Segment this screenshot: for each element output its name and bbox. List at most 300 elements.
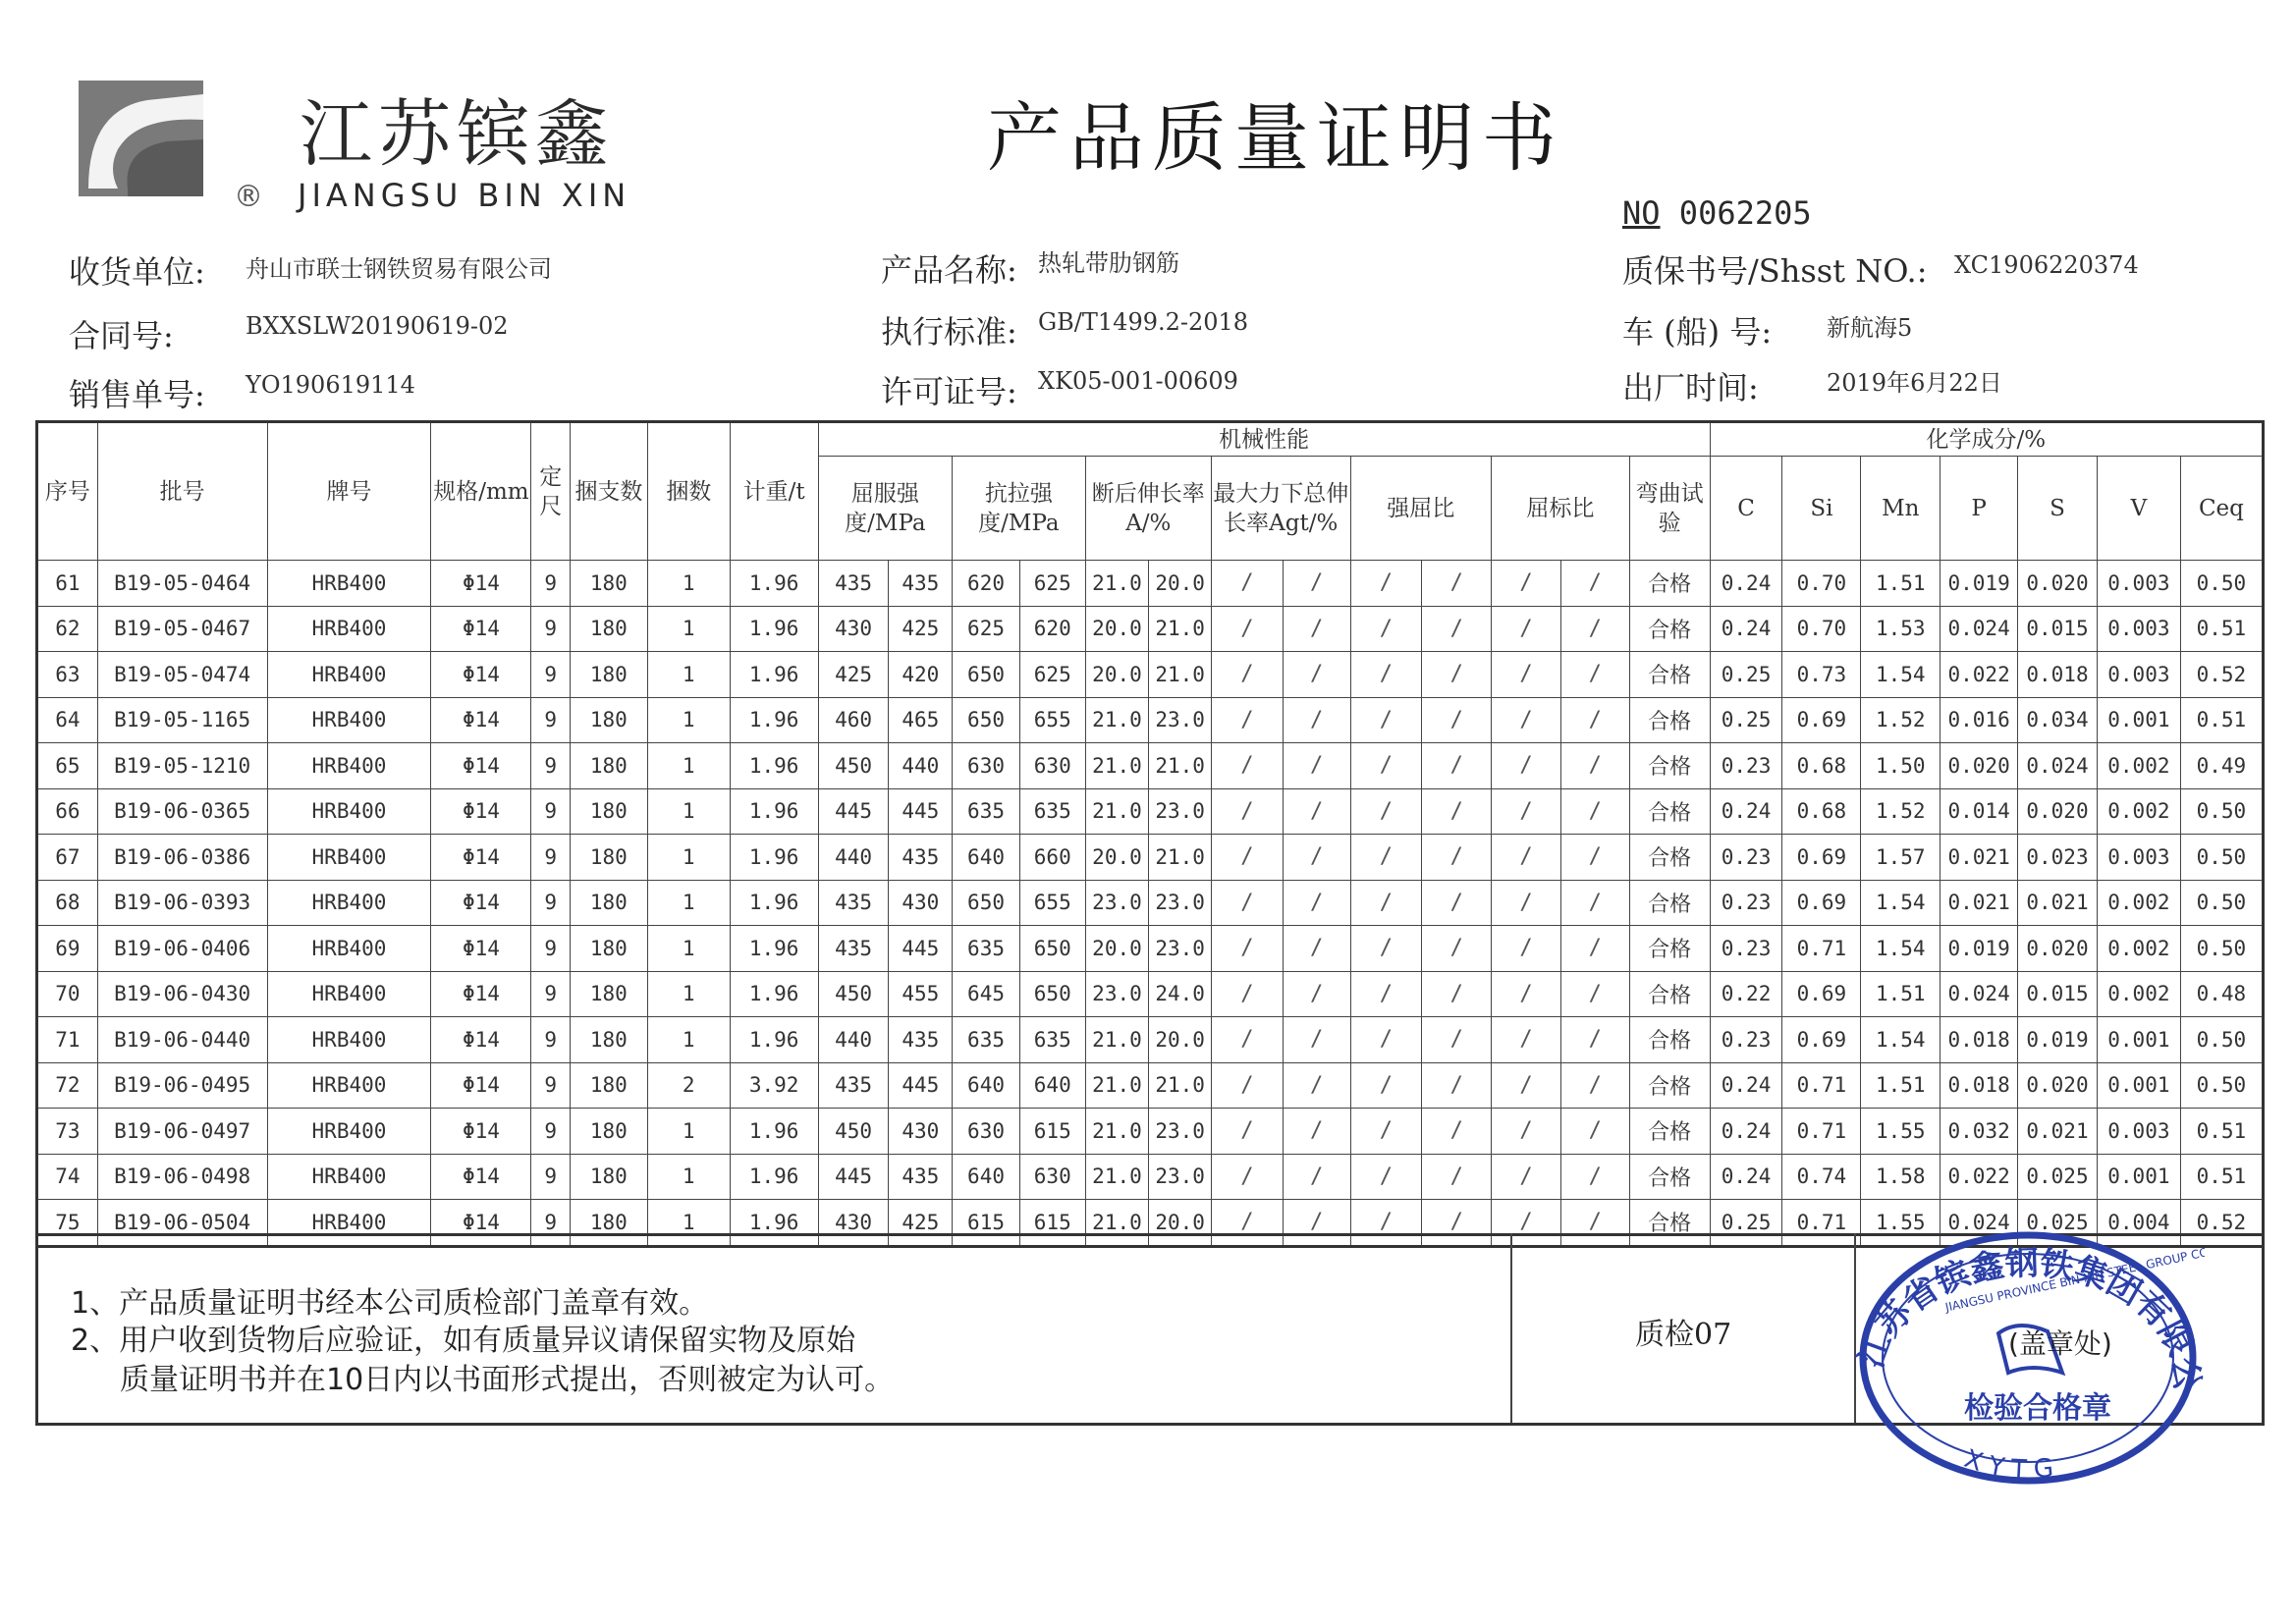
cell-pieces: 180 — [570, 880, 647, 926]
slash-cell: / — [1422, 697, 1492, 743]
cell-yield-2: 430 — [889, 880, 953, 926]
cell-grade: HRB400 — [267, 926, 431, 972]
note-line-3: 质量证明书并在10日内以书面形式提出，否则被定为认可。 — [120, 1363, 895, 1397]
cell-si: 0.68 — [1782, 743, 1861, 789]
cell-ceq: 0.52 — [2180, 652, 2263, 698]
cell-pieces: 180 — [570, 1154, 647, 1200]
cell-s: 0.021 — [2018, 880, 2098, 926]
cell-tensile-1: 635 — [953, 926, 1020, 972]
stamp-en-text: JIANGSU PROVINCE BIN XIN STEEL GROUP CO., — [1943, 1243, 2205, 1315]
cell-spec: Φ14 — [431, 880, 531, 926]
cell-s: 0.034 — [2018, 697, 2098, 743]
cell-yield-2: 445 — [889, 788, 953, 835]
cell-length: 9 — [531, 652, 570, 698]
table-row — [37, 926, 2264, 972]
slash-cell: / — [1283, 1109, 1350, 1155]
cell-tensile-1: 640 — [953, 1062, 1020, 1109]
cell-length: 9 — [531, 606, 570, 652]
col-header-tensile: 抗拉强度/MPa — [953, 457, 1085, 561]
cell-bend: 合格 — [1629, 697, 1710, 743]
cell-elong-1: 23.0 — [1085, 880, 1149, 926]
col-header-length: 定尺 — [531, 422, 570, 561]
slash-cell: / — [1212, 697, 1284, 743]
cell-s: 0.024 — [2018, 743, 2098, 789]
cell-bundles: 1 — [647, 652, 730, 698]
license-label: 许可证号: — [881, 373, 1017, 410]
cell-pieces: 180 — [570, 561, 647, 607]
cell-c: 0.25 — [1710, 697, 1782, 743]
cell-v: 0.003 — [2097, 561, 2180, 607]
cell-yield-2: 435 — [889, 1154, 953, 1200]
cell-yield-2: 435 — [889, 1017, 953, 1063]
cell-si: 0.70 — [1782, 561, 1861, 607]
slash-cell: / — [1212, 1062, 1284, 1109]
cell-s: 0.021 — [2018, 1109, 2098, 1155]
col-header-spec: 规格/mm — [431, 422, 531, 561]
cell-grade: HRB400 — [267, 880, 431, 926]
cell-bend: 合格 — [1629, 743, 1710, 789]
registered-mark: ® — [234, 180, 263, 214]
cell-yield-1: 445 — [818, 788, 889, 835]
cell-ceq: 0.50 — [2180, 926, 2263, 972]
cell-pieces: 180 — [570, 697, 647, 743]
cell-si: 0.71 — [1782, 926, 1861, 972]
cell-length: 9 — [531, 561, 570, 607]
cell-si: 0.71 — [1782, 1062, 1861, 1109]
slash-cell: / — [1422, 1154, 1492, 1200]
cell-mn: 1.54 — [1861, 1017, 1941, 1063]
cell-pieces: 180 — [570, 926, 647, 972]
slash-cell: / — [1492, 926, 1561, 972]
cell-ceq: 0.50 — [2180, 788, 2263, 835]
cell-tensile-2: 625 — [1019, 561, 1085, 607]
cell-pieces: 180 — [570, 788, 647, 835]
slash-cell: / — [1560, 835, 1629, 881]
cell-p: 0.014 — [1941, 788, 2018, 835]
cell-length: 9 — [531, 971, 570, 1017]
company-name-cn: 江苏镔鑫 — [300, 92, 614, 177]
cell-spec: Φ14 — [431, 561, 531, 607]
cell-ceq: 0.50 — [2180, 835, 2263, 881]
cell-p: 0.018 — [1941, 1017, 2018, 1063]
cell-grade: HRB400 — [267, 1017, 431, 1063]
cell-weight: 1.96 — [730, 1154, 818, 1200]
cell-grade: HRB400 — [267, 743, 431, 789]
cell-ceq: 0.52 — [2180, 1200, 2263, 1247]
cell-v: 0.003 — [2097, 1109, 2180, 1155]
cell-seq: 69 — [37, 926, 98, 972]
note-line-1: 1、产品质量证明书经本公司质检部门盖章有效。 — [71, 1286, 709, 1321]
cell-elong-1: 20.0 — [1085, 926, 1149, 972]
cell-elong-2: 23.0 — [1149, 788, 1212, 835]
cell-bend: 合格 — [1629, 1154, 1710, 1200]
cell-seq: 63 — [37, 652, 98, 698]
cell-mn: 1.58 — [1861, 1154, 1941, 1200]
slash-cell: / — [1350, 788, 1422, 835]
cell-grade: HRB400 — [267, 652, 431, 698]
cell-batch: B19-06-0386 — [97, 835, 267, 881]
cell-bundles: 1 — [647, 743, 730, 789]
table-row — [37, 652, 2264, 698]
col-header-c: C — [1710, 457, 1782, 561]
cell-v: 0.002 — [2097, 880, 2180, 926]
cell-ceq: 0.50 — [2180, 561, 2263, 607]
cell-mn: 1.55 — [1861, 1200, 1941, 1247]
cell-p: 0.024 — [1941, 1200, 2018, 1247]
cell-tensile-1: 650 — [953, 652, 1020, 698]
cell-v: 0.002 — [2097, 926, 2180, 972]
inspector-label: 质检07 — [1635, 1318, 1732, 1352]
cell-bundles: 1 — [647, 1017, 730, 1063]
table-row — [37, 1109, 2264, 1155]
slash-cell: / — [1212, 835, 1284, 881]
cell-bend: 合格 — [1629, 1200, 1710, 1247]
slash-cell: / — [1560, 1200, 1629, 1247]
col-header-batch: 批号 — [97, 422, 267, 561]
cell-elong-1: 21.0 — [1085, 561, 1149, 607]
cell-p: 0.019 — [1941, 561, 2018, 607]
cell-weight: 1.96 — [730, 561, 818, 607]
cell-spec: Φ14 — [431, 1109, 531, 1155]
cell-bend: 合格 — [1629, 880, 1710, 926]
col-header-agt: 最大力下总伸长率Agt/% — [1212, 457, 1351, 561]
cell-mn: 1.51 — [1861, 561, 1941, 607]
cell-p: 0.020 — [1941, 743, 2018, 789]
cell-ceq: 0.51 — [2180, 1154, 2263, 1200]
cell-s: 0.020 — [2018, 561, 2098, 607]
cell-mn: 1.50 — [1861, 743, 1941, 789]
slash-cell: / — [1422, 1062, 1492, 1109]
cell-c: 0.24 — [1710, 1109, 1782, 1155]
cell-tensile-2: 615 — [1019, 1109, 1085, 1155]
table-body — [37, 561, 2264, 1247]
cell-seq: 61 — [37, 561, 98, 607]
cert-no-label: NO — [1622, 194, 1661, 232]
cell-tensile-2: 660 — [1019, 835, 1085, 881]
cell-si: 0.71 — [1782, 1200, 1861, 1247]
cell-spec: Φ14 — [431, 652, 531, 698]
cell-c: 0.23 — [1710, 835, 1782, 881]
slash-cell: / — [1283, 880, 1350, 926]
cell-pieces: 180 — [570, 1109, 647, 1155]
cell-p: 0.021 — [1941, 835, 2018, 881]
cell-yield-2: 440 — [889, 743, 953, 789]
slash-cell: / — [1422, 1017, 1492, 1063]
col-header-weight: 计重/t — [730, 422, 818, 561]
slash-cell: / — [1283, 788, 1350, 835]
slash-cell: / — [1350, 697, 1422, 743]
cell-v: 0.002 — [2097, 743, 2180, 789]
cell-bundles: 1 — [647, 561, 730, 607]
cell-mn: 1.51 — [1861, 971, 1941, 1017]
cell-length: 9 — [531, 880, 570, 926]
cell-spec: Φ14 — [431, 1200, 531, 1247]
slash-cell: / — [1422, 788, 1492, 835]
cell-yield-2: 420 — [889, 652, 953, 698]
cell-weight: 1.96 — [730, 971, 818, 1017]
slash-cell: / — [1560, 1154, 1629, 1200]
col-header-ceq: Ceq — [2180, 457, 2263, 561]
table-row — [37, 561, 2264, 607]
cell-elong-2: 20.0 — [1149, 1017, 1212, 1063]
cell-elong-1: 21.0 — [1085, 1062, 1149, 1109]
slash-cell: / — [1350, 1109, 1422, 1155]
document-title: 产品质量证明书 — [987, 94, 1564, 182]
cell-mn: 1.52 — [1861, 697, 1941, 743]
cell-length: 9 — [531, 788, 570, 835]
cell-ceq: 0.49 — [2180, 743, 2263, 789]
cell-spec: Φ14 — [431, 743, 531, 789]
stamp-ring-text: 江苏省镔鑫钢铁集团有限公 — [1851, 1243, 2205, 1393]
cell-elong-2: 20.0 — [1149, 1200, 1212, 1247]
cell-seq: 72 — [37, 1062, 98, 1109]
cell-length: 9 — [531, 1154, 570, 1200]
cell-spec: Φ14 — [431, 835, 531, 881]
table-row — [37, 606, 2264, 652]
cell-yield-1: 450 — [818, 1109, 889, 1155]
cell-elong-2: 21.0 — [1149, 1062, 1212, 1109]
cell-batch: B19-05-0474 — [97, 652, 267, 698]
cell-yield-2: 430 — [889, 1109, 953, 1155]
cell-elong-1: 21.0 — [1085, 1154, 1149, 1200]
cell-mn: 1.57 — [1861, 835, 1941, 881]
slash-cell: / — [1422, 606, 1492, 652]
cell-yield-2: 425 — [889, 606, 953, 652]
cell-tensile-1: 650 — [953, 697, 1020, 743]
cell-v: 0.002 — [2097, 788, 2180, 835]
cell-seq: 67 — [37, 835, 98, 881]
cell-grade: HRB400 — [267, 1062, 431, 1109]
cell-c: 0.25 — [1710, 1200, 1782, 1247]
slash-cell: / — [1212, 926, 1284, 972]
slash-cell: / — [1492, 788, 1561, 835]
slash-cell: / — [1422, 1109, 1492, 1155]
cell-tensile-1: 650 — [953, 880, 1020, 926]
company-logo — [79, 81, 203, 196]
cell-spec: Φ14 — [431, 926, 531, 972]
stamp-placeholder-text: (盖章处) — [2008, 1327, 2112, 1360]
cell-batch: B19-06-0440 — [97, 1017, 267, 1063]
slash-cell: / — [1350, 743, 1422, 789]
contract-label: 合同号: — [69, 317, 174, 354]
cell-yield-1: 450 — [818, 743, 889, 789]
cell-bundles: 1 — [647, 788, 730, 835]
cell-yield-1: 435 — [818, 1062, 889, 1109]
quality-table — [35, 420, 2265, 1248]
cell-mn: 1.54 — [1861, 926, 1941, 972]
slash-cell: / — [1350, 561, 1422, 607]
slash-cell: / — [1422, 971, 1492, 1017]
certificate-number — [1622, 194, 1812, 232]
cell-p: 0.024 — [1941, 971, 2018, 1017]
cell-yield-1: 425 — [818, 652, 889, 698]
cell-bundles: 1 — [647, 1109, 730, 1155]
cell-v: 0.002 — [2097, 971, 2180, 1017]
col-header-yield-ratio: 屈标比 — [1492, 457, 1630, 561]
cell-bend: 合格 — [1629, 788, 1710, 835]
cell-yield-2: 445 — [889, 926, 953, 972]
cell-c: 0.24 — [1710, 788, 1782, 835]
cell-ceq: 0.50 — [2180, 1017, 2263, 1063]
cell-c: 0.24 — [1710, 606, 1782, 652]
table-row — [37, 1154, 2264, 1200]
slash-cell: / — [1283, 1154, 1350, 1200]
cell-s: 0.015 — [2018, 606, 2098, 652]
cell-seq: 75 — [37, 1200, 98, 1247]
cell-seq: 62 — [37, 606, 98, 652]
sales-order-value: YO190619114 — [246, 371, 415, 399]
cell-tensile-2: 650 — [1019, 926, 1085, 972]
license-value: XK05-001-00609 — [1038, 367, 1238, 395]
cell-elong-2: 23.0 — [1149, 880, 1212, 926]
vehicle-label: 车 (船) 号: — [1622, 313, 1773, 351]
cell-tensile-1: 625 — [953, 606, 1020, 652]
cell-si: 0.69 — [1782, 880, 1861, 926]
slash-cell: / — [1560, 971, 1629, 1017]
cell-tensile-1: 620 — [953, 561, 1020, 607]
cell-batch: B19-05-0467 — [97, 606, 267, 652]
cell-tensile-2: 655 — [1019, 697, 1085, 743]
cell-seq: 66 — [37, 788, 98, 835]
slash-cell: / — [1283, 1200, 1350, 1247]
slash-cell: / — [1283, 971, 1350, 1017]
cell-v: 0.003 — [2097, 652, 2180, 698]
slash-cell: / — [1350, 1200, 1422, 1247]
cell-elong-2: 23.0 — [1149, 926, 1212, 972]
cell-s: 0.020 — [2018, 926, 2098, 972]
cell-batch: B19-06-0504 — [97, 1200, 267, 1247]
slash-cell: / — [1283, 743, 1350, 789]
cert-no-value: 0062205 — [1678, 194, 1812, 232]
col-header-s: S — [2018, 457, 2098, 561]
group-header-mechanical: 机械性能 — [818, 422, 1710, 457]
cell-si: 0.69 — [1782, 1017, 1861, 1063]
cell-p: 0.016 — [1941, 697, 2018, 743]
cell-tensile-1: 645 — [953, 971, 1020, 1017]
cell-mn: 1.51 — [1861, 1062, 1941, 1109]
cell-weight: 1.96 — [730, 606, 818, 652]
cell-elong-1: 21.0 — [1085, 1017, 1149, 1063]
cell-bundles: 1 — [647, 1154, 730, 1200]
cell-yield-1: 435 — [818, 926, 889, 972]
slash-cell: / — [1350, 880, 1422, 926]
cell-seq: 71 — [37, 1017, 98, 1063]
cell-elong-2: 21.0 — [1149, 835, 1212, 881]
slash-cell: / — [1212, 743, 1284, 789]
cell-ceq: 0.50 — [2180, 1062, 2263, 1109]
cell-batch: B19-05-1210 — [97, 743, 267, 789]
cell-ceq: 0.51 — [2180, 1109, 2263, 1155]
slash-cell: / — [1560, 606, 1629, 652]
slash-cell: / — [1212, 1109, 1284, 1155]
cell-bend: 合格 — [1629, 652, 1710, 698]
cell-weight: 1.96 — [730, 788, 818, 835]
cell-c: 0.23 — [1710, 1017, 1782, 1063]
cell-v: 0.001 — [2097, 1154, 2180, 1200]
ship-date-label: 出厂时间: — [1622, 369, 1759, 406]
cell-batch: B19-06-0430 — [97, 971, 267, 1017]
cell-bundles: 1 — [647, 880, 730, 926]
cell-tensile-2: 615 — [1019, 1200, 1085, 1247]
slash-cell: / — [1350, 1062, 1422, 1109]
cell-v: 0.003 — [2097, 835, 2180, 881]
cell-pieces: 180 — [570, 971, 647, 1017]
slash-cell: / — [1560, 788, 1629, 835]
cell-grade: HRB400 — [267, 606, 431, 652]
slash-cell: / — [1560, 697, 1629, 743]
vehicle-value: 新航海5 — [1827, 314, 1913, 342]
cell-s: 0.023 — [2018, 835, 2098, 881]
consignee-value: 舟山市联士钢铁贸易有限公司 — [246, 255, 552, 283]
cell-weight: 1.96 — [730, 926, 818, 972]
cell-tensile-2: 620 — [1019, 606, 1085, 652]
cell-bend: 合格 — [1629, 561, 1710, 607]
slash-cell: / — [1212, 652, 1284, 698]
slash-cell: / — [1283, 606, 1350, 652]
cell-s: 0.020 — [2018, 788, 2098, 835]
col-header-grade: 牌号 — [267, 422, 431, 561]
cell-elong-1: 20.0 — [1085, 652, 1149, 698]
cell-bend: 合格 — [1629, 1109, 1710, 1155]
cell-spec: Φ14 — [431, 1154, 531, 1200]
cell-length: 9 — [531, 743, 570, 789]
cell-bundles: 1 — [647, 697, 730, 743]
slash-cell: / — [1492, 697, 1561, 743]
cell-pieces: 180 — [570, 743, 647, 789]
col-header-bend: 弯曲试验 — [1629, 457, 1710, 561]
slash-cell: / — [1350, 835, 1422, 881]
cell-batch: B19-06-0365 — [97, 788, 267, 835]
slash-cell: / — [1212, 971, 1284, 1017]
contract-value: BXXSLW20190619-02 — [246, 312, 509, 340]
slash-cell: / — [1422, 835, 1492, 881]
slash-cell: / — [1492, 561, 1561, 607]
slash-cell: / — [1212, 606, 1284, 652]
slash-cell: / — [1492, 743, 1561, 789]
shsst-value: XC1906220374 — [1954, 251, 2139, 279]
cell-pieces: 180 — [570, 1017, 647, 1063]
col-header-si: Si — [1782, 457, 1861, 561]
cell-tensile-2: 650 — [1019, 971, 1085, 1017]
cell-grade: HRB400 — [267, 1109, 431, 1155]
footer-divider — [1510, 1233, 1512, 1423]
cell-mn: 1.52 — [1861, 788, 1941, 835]
cell-yield-1: 440 — [818, 835, 889, 881]
cell-tensile-1: 630 — [953, 743, 1020, 789]
cell-seq: 74 — [37, 1154, 98, 1200]
slash-cell: / — [1283, 835, 1350, 881]
cell-si: 0.69 — [1782, 971, 1861, 1017]
cell-weight: 1.96 — [730, 1200, 818, 1247]
cell-seq: 68 — [37, 880, 98, 926]
slash-cell: / — [1492, 606, 1561, 652]
cell-elong-2: 24.0 — [1149, 971, 1212, 1017]
cell-pieces: 180 — [570, 652, 647, 698]
col-header-bundles: 捆数 — [647, 422, 730, 561]
cell-yield-2: 445 — [889, 1062, 953, 1109]
slash-cell: / — [1560, 926, 1629, 972]
cell-s: 0.019 — [2018, 1017, 2098, 1063]
cell-length: 9 — [531, 1062, 570, 1109]
cell-yield-1: 440 — [818, 1017, 889, 1063]
cell-elong-2: 23.0 — [1149, 697, 1212, 743]
cell-si: 0.68 — [1782, 788, 1861, 835]
cell-s: 0.025 — [2018, 1200, 2098, 1247]
slash-cell: / — [1560, 880, 1629, 926]
cell-weight: 1.96 — [730, 880, 818, 926]
cell-bend: 合格 — [1629, 1017, 1710, 1063]
cell-p: 0.018 — [1941, 1062, 2018, 1109]
